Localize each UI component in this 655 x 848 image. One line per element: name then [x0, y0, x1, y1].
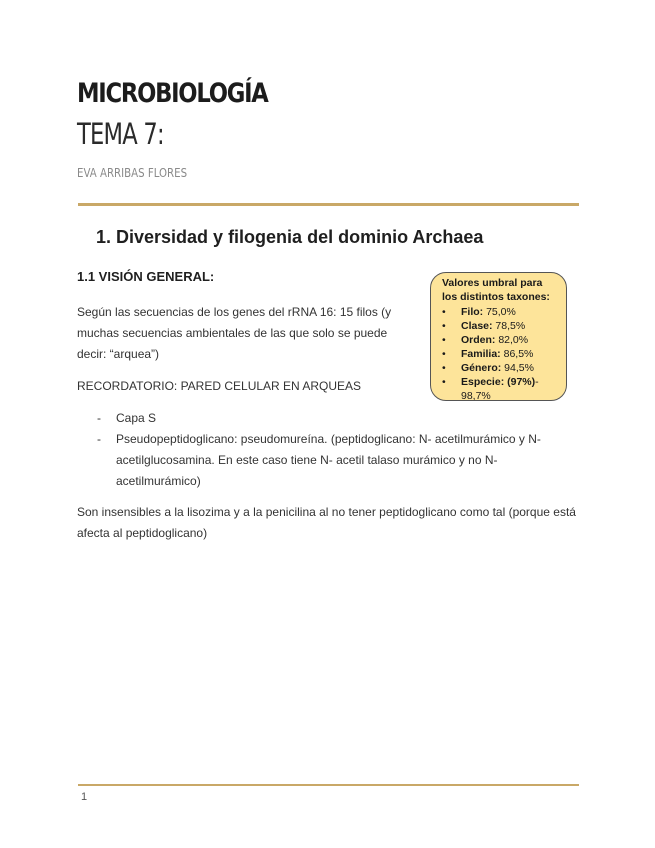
callout-item — [442, 333, 558, 347]
bullet-icon: • — [442, 348, 446, 360]
callout-item-value: 82,0% — [495, 334, 529, 346]
callout-item — [442, 361, 558, 375]
document-subtitle: TEMA 7: — [77, 117, 164, 151]
bullet-icon: • — [442, 376, 446, 388]
header-divider — [78, 203, 579, 206]
list-item — [97, 408, 567, 429]
bullet-icon: • — [442, 306, 446, 318]
paragraph-lysozyme: Son insensibles a la lisozima y a la penicilina al no tener peptidoglicano como tal (porque está afecta al peptidoglicano) — [77, 505, 576, 540]
callout-item — [442, 347, 558, 361]
threshold-callout — [430, 272, 567, 401]
callout-item — [442, 305, 558, 319]
callout-item-value: 94,5% — [501, 362, 534, 374]
list-item — [97, 429, 567, 492]
bullet-icon: • — [442, 362, 446, 374]
document-title: MICROBIOLOGÍA — [77, 78, 268, 109]
list-item-text: Capa S — [116, 411, 157, 425]
callout-item — [442, 375, 558, 401]
document-author: EVA ARRIBAS FLORES — [77, 166, 188, 180]
paragraph-rrna: Según las secuencias de los genes del rRNA 16: 15 filos (y muchas secuencias ambientales de las que solo se puede decir: “arquea”) — [77, 305, 392, 361]
callout-item-label: Familia: — [461, 348, 501, 360]
callout-item-value: 75,0% — [483, 306, 516, 318]
callout-item-label: Género: — [461, 362, 502, 374]
paragraph-reminder: RECORDATORIO: PARED CELULAR EN ARQUEAS — [77, 379, 362, 393]
page-number: 1 — [81, 791, 88, 803]
callout-item-label: Especie: (97%) — [461, 376, 536, 388]
callout-item-label: Filo: — [461, 306, 484, 318]
callout-item — [442, 319, 558, 333]
callout-item-label: Clase: — [461, 320, 493, 332]
callout-item-value: - 98,7% — [461, 376, 539, 401]
section-heading: 1. Diversidad y filogenia del dominio Archaea — [96, 227, 484, 247]
bullet-icon: • — [442, 320, 446, 332]
callout-item-value: 86,5% — [500, 348, 534, 360]
callout-item-value: 78,5% — [492, 320, 526, 332]
callout-list — [442, 305, 558, 401]
callout-item-label: Orden: — [461, 334, 496, 346]
subsection-heading: 1.1 VISIÓN GENERAL: — [77, 269, 215, 284]
cell-wall-list — [97, 408, 567, 492]
list-item-text: Pseudopeptidoglicano: pseudomureína. (peptidoglicano: N- acetilmurámico y N-acetilglucosamina. En este caso tiene N- acetil talaso murámico y no N-acetilmurámico) — [116, 432, 541, 488]
bullet-icon: • — [442, 334, 446, 346]
callout-title: Valores umbral para los distintos taxones: — [442, 277, 550, 303]
footer-divider — [78, 784, 579, 786]
list-marker: - — [97, 411, 101, 425]
list-marker: - — [97, 432, 101, 446]
